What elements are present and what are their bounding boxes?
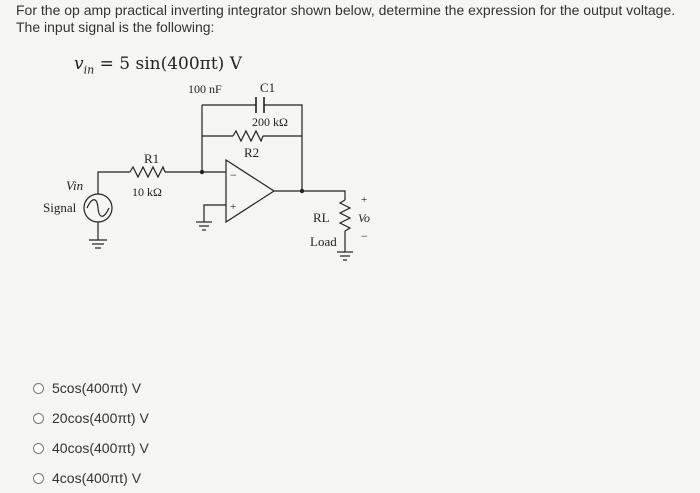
question-text: For the op amp practical inverting integrator shown below, determine the expression for the output voltage. The input signal is the following: — [16, 2, 676, 35]
rl-resistor-zigzag — [340, 200, 350, 231]
output-wire — [274, 183, 345, 200]
ac-source-wave — [87, 200, 109, 217]
noninverting-ground-wire — [204, 205, 226, 222]
junction-dot — [200, 170, 204, 174]
option-label: 4cos(400πt) V — [52, 470, 142, 486]
r1-label: R1 — [144, 151, 160, 166]
option-label: 40cos(400πt) V — [52, 440, 149, 456]
load-label: Load — [310, 234, 337, 249]
signal-label: Signal — [43, 200, 77, 215]
vo-minus-sign: − — [361, 229, 368, 243]
vin-label: Vin — [66, 178, 84, 193]
radio-button[interactable] — [33, 413, 44, 424]
c1-label: C1 — [260, 80, 276, 95]
output-junction-dot — [300, 189, 304, 193]
vo-plus-sign: + — [361, 194, 368, 206]
option-label: 5cos(400πt) V — [52, 380, 142, 396]
option-label: 20cos(400πt) V — [52, 410, 149, 426]
r1-resistor-zigzag — [130, 167, 165, 177]
r2-resistor-zigzag — [233, 131, 263, 141]
noninverting-input-sign: + — [230, 201, 237, 213]
r2-value: 200 kΩ — [252, 115, 288, 129]
radio-button[interactable] — [33, 443, 44, 454]
answer-option-1[interactable] — [33, 373, 149, 403]
formula-lhs: v — [74, 54, 84, 74]
formula-lhs-subscript: in — [83, 63, 95, 77]
answer-options — [33, 373, 149, 493]
radio-button[interactable] — [33, 383, 44, 394]
input-wire — [98, 172, 226, 194]
r1-value: 10 kΩ — [132, 185, 162, 199]
rl-label: RL — [313, 210, 330, 225]
r2-label: R2 — [244, 145, 260, 160]
answer-option-3[interactable] — [33, 433, 149, 463]
vo-label: Vo — [358, 211, 370, 225]
answer-option-4[interactable] — [33, 463, 149, 493]
inverting-input-sign: − — [230, 168, 237, 182]
answer-option-2[interactable] — [33, 403, 149, 433]
c1-value: 100 nF — [188, 82, 222, 96]
formula-rhs: = 5 sin(400πt) V — [99, 54, 242, 74]
